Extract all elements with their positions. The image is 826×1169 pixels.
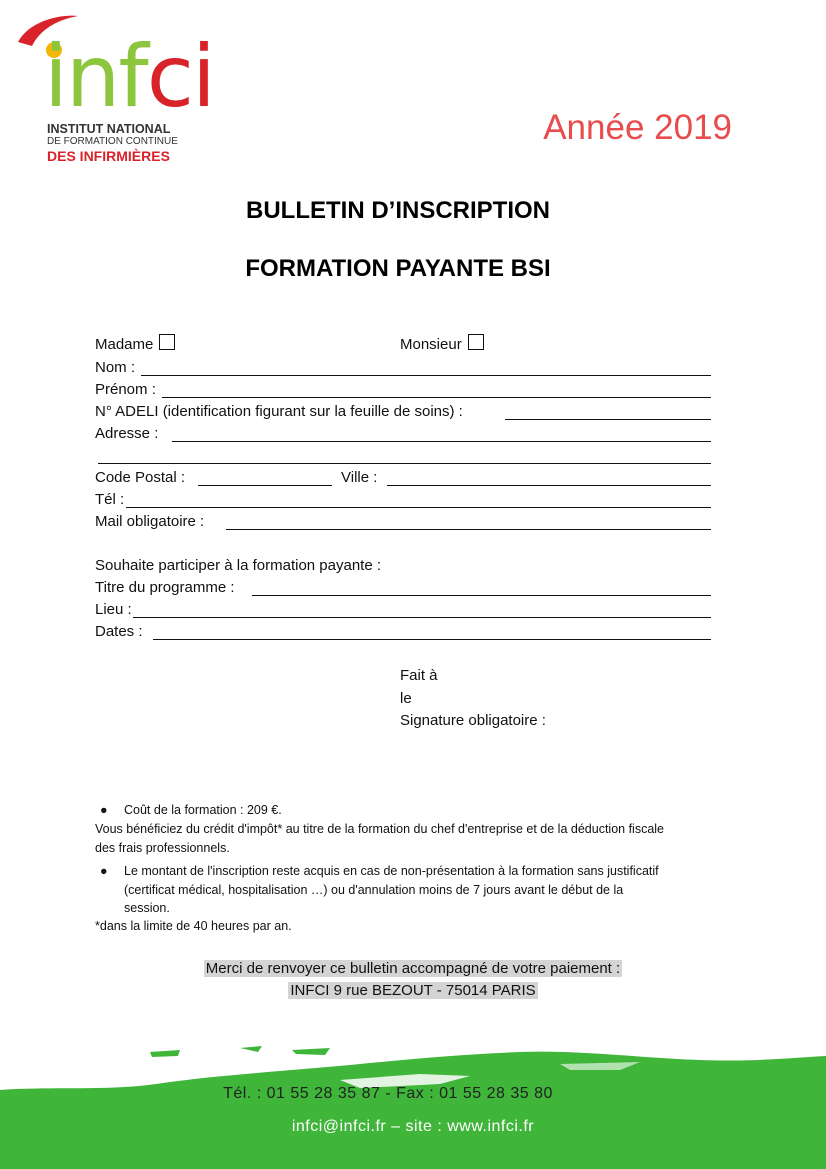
madame-checkbox[interactable] [159,334,175,350]
montant-text-3: session. [124,901,170,915]
adresse-field-line-2[interactable] [98,463,711,464]
code-postal-label: Code Postal : [95,469,186,486]
tel-field[interactable] [126,507,711,508]
logo-line-1: INSTITUT NATIONAL [47,122,171,136]
souhaite-text: Souhaite participer à la formation payante : [95,557,382,574]
return-instructions [0,958,826,1002]
madame-option[interactable] [95,334,175,356]
ville-label: Ville : [341,469,378,486]
limite-note: *dans la limite de 40 heures par an. [95,919,292,933]
return-address: INFCI 9 rue BEZOUT - 75014 PARIS [290,982,536,999]
footer-phone-fax: Tél. : 01 55 28 35 87 - Fax : 01 55 28 35 80 [223,1085,553,1102]
monsieur-label: Monsieur [400,336,462,353]
lieu-field[interactable] [133,617,711,618]
logo-wordmark: infci [44,27,214,127]
bullet-icon: ● [100,864,108,878]
adeli-label: N° ADELI (identification figurant sur la feuille de soins) : [95,403,463,420]
titre-programme-field[interactable] [252,595,711,596]
adresse-field[interactable] [172,441,711,442]
dates-label: Dates : [95,623,143,640]
bullet-icon: ● [100,803,108,817]
credit-text-2: des frais professionnels. [95,841,230,855]
mail-field[interactable] [226,529,711,530]
year-label: Année 2019 [543,108,732,147]
credit-text-1: Vous bénéficiez du crédit d'impôt* au titre de la formation du chef d'entreprise et de la déduction fiscale [95,822,665,836]
titre-programme-label: Titre du programme : [95,579,235,596]
return-instructions-line-1: Merci de renvoyer ce bulletin accompagné de votre paiement : [205,960,621,977]
nom-field[interactable] [141,375,711,376]
ville-field[interactable] [387,485,711,486]
signature-label: Signature obligatoire : [400,712,546,729]
montant-text-1: Le montant de l'inscription reste acquis en cas de non-présentation à la formation sans justificatif [124,864,659,878]
lieu-label: Lieu : [95,601,132,618]
monsieur-option[interactable] [400,334,484,356]
monsieur-checkbox[interactable] [468,334,484,350]
form-title: BULLETIN D’INSCRIPTION [246,197,550,224]
footer-green-band [0,1040,826,1169]
mail-label: Mail obligatoire : [95,513,205,530]
logo-line-3: DES INFIRMIÈRES [47,148,170,164]
le-label: le [400,690,412,707]
cout-text: Coût de la formation : 209 €. [124,803,282,817]
prenom-label: Prénom : [95,381,156,398]
footer-email-website[interactable]: infci@infci.fr – site : www.infci.fr [291,1118,535,1135]
nom-label: Nom : [95,359,136,376]
tel-label: Tél : [95,491,125,508]
fait-a-label: Fait à [400,667,438,684]
dates-field[interactable] [153,639,711,640]
logo-line-2: DE FORMATION CONTINUE [47,136,178,147]
adresse-label: Adresse : [95,425,159,442]
montant-text-2: (certificat médical, hospitalisation …) ou d'annulation moins de 7 jours avant le début de la [124,883,624,897]
code-postal-field[interactable] [198,485,332,486]
form-subtitle: FORMATION PAYANTE BSI [245,255,551,282]
adeli-field[interactable] [505,419,711,420]
madame-label: Madame [95,336,154,353]
prenom-field[interactable] [162,397,711,398]
